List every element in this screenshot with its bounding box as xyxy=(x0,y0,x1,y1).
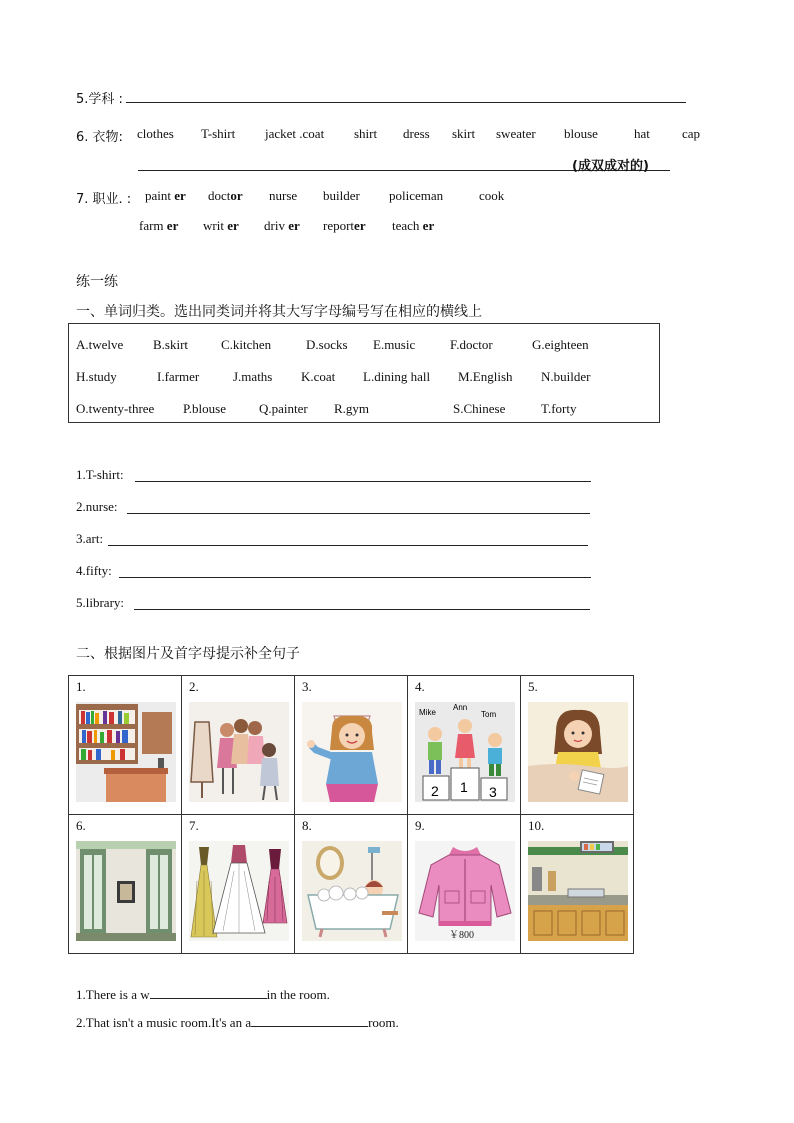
picture-cell-1 xyxy=(69,676,182,815)
picture-number: 2. xyxy=(189,679,199,694)
item6-label: 6. 衣物: xyxy=(76,130,123,145)
jacket-price: ￥800 xyxy=(449,930,474,941)
option-l: L.dining hall xyxy=(363,369,431,384)
option-e: E.music xyxy=(373,337,416,352)
cook-word: cook xyxy=(479,188,505,203)
sentence-2 xyxy=(76,1014,399,1031)
art-room-illustration xyxy=(189,702,289,802)
picture-number: 1. xyxy=(76,679,86,694)
question-art: 3.art: xyxy=(76,531,104,546)
answer-line-library[interactable] xyxy=(134,609,590,610)
skirt-word: skirt xyxy=(452,126,476,141)
cap-word: cap xyxy=(682,126,701,141)
answer-line-tshirt[interactable] xyxy=(135,481,591,482)
option-h: H.study xyxy=(76,369,117,384)
doctor-word: doctor xyxy=(208,188,243,203)
hat-word: hat xyxy=(634,126,650,141)
option-r: R.gym xyxy=(334,401,370,416)
picture-cell-4 xyxy=(408,676,521,815)
question-tshirt: 1.T-shirt: xyxy=(76,467,124,482)
option-d: D.socks xyxy=(306,337,348,352)
dress-word: dress xyxy=(403,126,430,141)
option-i: I.farmer xyxy=(157,369,200,384)
podium-place-3: 3 xyxy=(489,784,497,800)
question-library: 5.library: xyxy=(76,595,125,610)
sentence-1 xyxy=(76,986,330,1003)
tshirt-word: T-shirt xyxy=(201,126,236,141)
teacher-word: teach er xyxy=(392,218,435,233)
item5-label: 5.学科 : xyxy=(76,92,123,107)
item5 xyxy=(76,88,123,107)
option-o: O.twenty-three xyxy=(76,401,155,416)
item6-note: (成双成对的) xyxy=(572,159,649,174)
picture-number: 7. xyxy=(189,818,199,833)
sentence-1-after: in the room. xyxy=(266,987,330,1002)
option-g: G.eighteen xyxy=(532,337,589,352)
sentence-1-before: 1.There is a w xyxy=(76,987,150,1002)
section1-title: 一、单词归类。选出同类词并将其大写字母编号写在相应的横线上 xyxy=(76,304,482,320)
option-m: M.English xyxy=(458,369,513,384)
practice-title: 练一练 xyxy=(76,274,118,290)
option-j: J.maths xyxy=(233,369,273,384)
shirt-word: shirt xyxy=(354,126,378,141)
picture-cell-3 xyxy=(295,676,408,815)
jacket-illustration xyxy=(415,841,515,941)
jacket-coat-word: jacket .coat xyxy=(265,126,325,141)
driver-word: driv er xyxy=(264,218,300,233)
picture-cell-10 xyxy=(521,815,634,954)
reporter-word: reporter xyxy=(323,218,366,233)
painter-word: paint er xyxy=(145,188,186,203)
sentence-2-after: room. xyxy=(368,1015,399,1030)
section2-title: 二、根据图片及首字母提示补全句子 xyxy=(76,646,300,662)
windows-illustration xyxy=(76,841,176,941)
blouse-word: blouse xyxy=(564,126,598,141)
picture-number: 4. xyxy=(415,679,425,694)
picture-cell-5 xyxy=(521,676,634,815)
option-s: S.Chinese xyxy=(453,401,506,416)
farmer-word: farm er xyxy=(139,218,179,233)
picture-number: 10. xyxy=(528,818,545,833)
option-q: Q.painter xyxy=(259,401,308,416)
word-options-box xyxy=(68,323,660,423)
sentence-2-blank[interactable] xyxy=(251,1014,368,1027)
podium-place-1: 1 xyxy=(460,779,468,795)
bathroom-illustration xyxy=(302,841,402,941)
answer-line-art[interactable] xyxy=(108,545,588,546)
option-n: N.builder xyxy=(541,369,591,384)
option-c: C.kitchen xyxy=(221,337,272,352)
sweater-word: sweater xyxy=(496,126,536,141)
picture-cell-8 xyxy=(295,815,408,954)
picture-cell-6 xyxy=(69,815,182,954)
picture-number: 5. xyxy=(528,679,538,694)
picture-number: 9. xyxy=(415,818,425,833)
picture-cell-9 xyxy=(408,815,521,954)
podium-name-tom: Tom xyxy=(481,710,497,719)
picture-number: 3. xyxy=(302,679,312,694)
sentence-2-before: 2.That isn't a music room.It's an a xyxy=(76,1015,252,1030)
option-a: A.twelve xyxy=(76,337,124,352)
answer-line-fifty[interactable] xyxy=(119,577,591,578)
podium-name-ann: Ann xyxy=(453,703,468,712)
item7-label: 7. 职业. : xyxy=(76,192,132,207)
question-nurse: 2.nurse: xyxy=(76,499,118,514)
option-p: P.blouse xyxy=(183,401,226,416)
option-b: B.skirt xyxy=(153,337,189,352)
picture-grid xyxy=(68,675,634,954)
podium-name-mike: Mike xyxy=(419,708,436,717)
picture-cell-2 xyxy=(182,676,295,815)
builder-word: builder xyxy=(323,188,360,203)
picture-number: 8. xyxy=(302,818,312,833)
item5-answer-line[interactable] xyxy=(126,102,686,103)
nurse-word: nurse xyxy=(269,188,298,203)
kitchen-illustration xyxy=(528,841,628,941)
option-t: T.forty xyxy=(541,401,577,416)
sentence-1-blank[interactable] xyxy=(150,986,267,999)
option-f: F.doctor xyxy=(450,337,493,352)
answer-line-nurse[interactable] xyxy=(127,513,590,514)
dresses-illustration xyxy=(189,841,289,941)
podium-place-2: 2 xyxy=(431,783,439,799)
picture-cell-7 xyxy=(182,815,295,954)
policeman-word: policeman xyxy=(389,188,444,203)
writer-word: writ er xyxy=(203,218,239,233)
library-illustration xyxy=(76,702,176,802)
question-fifty: 4.fifty: xyxy=(76,563,112,578)
picture-number: 6. xyxy=(76,818,86,833)
nurse-illustration xyxy=(302,702,402,802)
writing-girl-illustration xyxy=(528,702,628,802)
clothes-word: clothes xyxy=(137,126,174,141)
podium-illustration xyxy=(415,702,515,802)
option-k: K.coat xyxy=(301,369,336,384)
